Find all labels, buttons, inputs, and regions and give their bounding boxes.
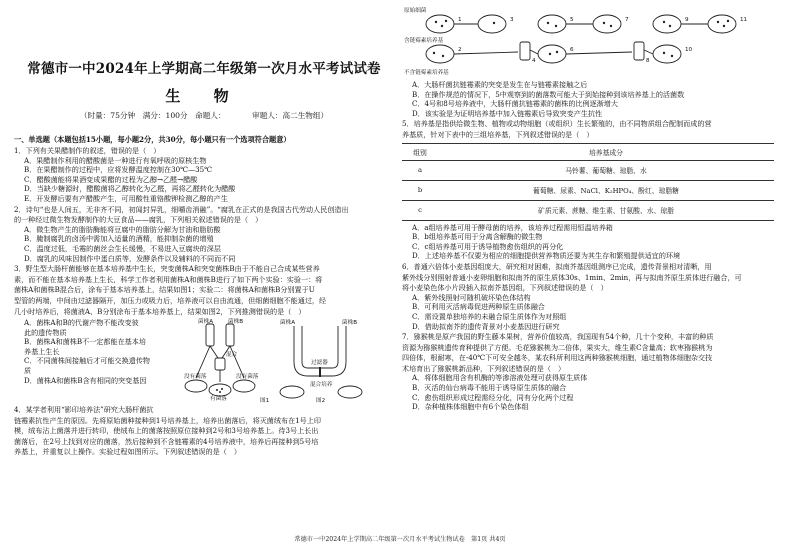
label-no-colony-b: 没有菌落	[236, 374, 259, 381]
q2-option-c: C．温度过低，毛霉的菌丝会生长缓慢，不易进入豆腐块的深层	[24, 243, 221, 253]
q2-option-b: B．腌制腐乳的卤汤中需加入适量的酒精，能抑制杂菌的增殖	[24, 234, 214, 244]
colony-dot	[727, 20, 729, 22]
dish-no-colony-a	[185, 380, 207, 392]
q4-option-c: C．4号和8号培养液中，大肠杆菌抗链霉素的菌株的比例逐渐增大	[412, 99, 618, 109]
question-4-options	[402, 80, 782, 118]
q3-option-c: C．不同菌株间接触后才可能交换遗传物	[24, 356, 151, 366]
dish-number-1: 1	[458, 17, 462, 23]
dish-1	[426, 15, 454, 33]
question-4	[14, 405, 394, 457]
label-original-bacteria: 原始细菌	[404, 8, 427, 14]
colony-dot	[717, 21, 719, 23]
dish-10	[653, 45, 681, 63]
colony-dot	[669, 25, 671, 27]
q5-option-d: D．上述培养基不仅要为相应的细胞提供营养物质还要为其生存和繁殖提供适宜的环境	[412, 251, 681, 261]
q5-option-c: C．c组培养基可用于诱导植物愈伤组织的再分化	[412, 241, 564, 251]
q2-option-a: A．微生物产生的脂肪酶能将豆腐中的脂肪分解为甘油和脂肪酸	[24, 224, 221, 234]
q3-option-c-cont: 质	[24, 366, 32, 376]
dish-9	[653, 15, 681, 33]
q3-stem-3: 菌株A和菌株B混合后，涂布于基本培养基上，结果如图1；实验二：将菌株A和菌株B分别置于U	[14, 285, 315, 295]
q7-option-c: C．愈伤组织形成过程需经分化，同有分化两个过程	[412, 392, 574, 402]
table-cell-group: b	[402, 180, 438, 200]
table-cell-group: c	[402, 200, 438, 220]
label-no-colony-a: 没有菌落	[184, 374, 207, 381]
q6-option-c: C．需设置单独培养的未融合原生质体作为对照组	[412, 311, 567, 321]
colony-dot	[603, 22, 605, 24]
question-3	[14, 264, 394, 404]
q3-stem-5: 几小时培养后，将菌液A、B分别涂布于基本培养基上，结果如图2，下列推测错误的是（ ）	[14, 306, 306, 316]
table-header-group: 组别	[402, 143, 438, 160]
colony-dot	[556, 51, 558, 53]
label-mix: 混合	[226, 352, 238, 359]
label-mixed-culture: 混合培养	[310, 382, 333, 389]
colony-dot	[445, 20, 447, 22]
q3-stem-4: 型管的两端，中间由过滤器隔开，加压力或吸力后，培养液可以自由流通，但细菌细胞不能通过，经	[14, 295, 327, 305]
q7-option-a: A．将体细胞用含有机酶的等渗溶液处理可获得原生质体	[412, 373, 588, 383]
dish-no-colony-b	[233, 380, 255, 392]
colony-dot	[216, 389, 218, 391]
dish-number-3: 3	[510, 17, 514, 23]
dish-number-7: 7	[625, 17, 629, 23]
q3-stem-1: 3．野生型大肠杆菌能够在基本培养基中生长，突变菌株A和突变菌株B由于不能自己合成某些营养	[14, 264, 320, 274]
q7-stem-4: 术培育出了猕猴桃新品种，下列叙述错误的是（ ）	[402, 363, 566, 373]
q3-option-d: D．菌株A和菌株B含有相同的突变基因	[24, 375, 147, 385]
table-row	[402, 160, 774, 180]
dish-fig2-a	[280, 386, 304, 398]
dish-number-8: 8	[646, 58, 650, 64]
mix-tube	[215, 358, 225, 370]
process-arrows	[454, 24, 708, 54]
colony-dot	[610, 25, 612, 27]
question-1	[14, 146, 394, 204]
q6-option-a: A．紫外线照射可随机破坏染色体结构	[412, 292, 531, 302]
q4-stem-2: 链霉素抗性产生的原因。先将原始菌种接种到1号培养基上，培养出菌落后，将灭菌绒布在1号上印	[14, 415, 321, 425]
dish-number-5: 5	[570, 17, 574, 23]
table-header-row	[402, 143, 774, 160]
colony-dot	[493, 22, 495, 24]
q7-stem-1: 7．猕猴桃是原产我国的野生藤本果树，营养价值较高，我国现有54个种，几十个变种，丰富的种质	[402, 332, 714, 342]
colony-dot	[549, 53, 551, 55]
label-no-streptomycin-medium: 不含链霉素培养基	[404, 70, 449, 76]
q3-option-a: A．菌株A和B的代谢产物不能改变彼	[24, 318, 139, 328]
dish-number-9: 9	[685, 17, 689, 23]
colony-dot	[723, 25, 725, 27]
table-cell-composition: 马铃薯、葡萄糖、琼脂、水	[438, 160, 774, 180]
colony-dot	[442, 55, 444, 57]
dish-number-2: 2	[458, 47, 462, 53]
q7-option-b: B．灭活的仙台病毒不能用于诱导原生质体的融合	[412, 383, 567, 393]
q6-option-b: B．可利用灭活病毒促进两种原生质体融合	[412, 302, 545, 312]
dish-3	[478, 15, 506, 33]
table-row	[402, 200, 774, 220]
subject-title: 生 物	[165, 87, 243, 105]
q5-option-a: A．a组培养基可用于酵母菌的培养，该培养过程需用恒温培养箱	[412, 222, 613, 232]
tube-4	[520, 42, 530, 60]
q1-option-d: D．当缺少糖源时，醋酸菌将乙醇转化为乙醛，再将乙醛转化为醋酸	[24, 184, 236, 194]
label-filter: 过滤器	[311, 360, 328, 367]
table-cell-group: a	[402, 160, 438, 180]
dish-number-4: 4	[532, 58, 536, 64]
section-heading: 一、单选题（本题包括15小题，每小题2分，共30分，每小题只有一个选项符合题意）	[14, 135, 291, 144]
q1-option-c: C．醋酸菌能将果酒变成果醋的过程为乙醇→乙醛→醋酸	[24, 174, 198, 184]
dish-number-10: 10	[685, 47, 693, 53]
question-2	[14, 205, 394, 264]
label-figure-2: 图2	[316, 398, 326, 405]
q4-option-d: D．该实验是为证明培养基中加入链霉素后导致突变产生抗性	[412, 108, 603, 118]
q1-option-b: B．在果醋制作的过程中，应将发酵温度控制在30℃—35℃	[24, 165, 213, 175]
q3-stem-2: 素，而不能在基本培养基上生长，科学工作者利用菌株A和菌株B进行了如下两个实验：实验一：将	[14, 274, 323, 284]
q5-stem-1: 5．培养基是指供给微生物、植物或动物细胞（或组织）生长繁殖的，由不同物质组合配制而成的营	[402, 119, 712, 129]
q4-stem-5: 养基上，并重复以上操作。实验过程如图所示。下列叙述错误的是（ ）	[14, 447, 241, 457]
q5-option-b: B．b组培养基可用于分离含解酶的微生物	[412, 232, 543, 242]
label-strain-b-1: 菌株B	[228, 319, 244, 326]
q4-stem-3: 模，绒布沾上菌落并进行转印，使绒布上的菌落按照原位接种到2号和3号培养基上。待3号上长出	[14, 426, 319, 436]
dish-fig2-b	[338, 386, 362, 398]
q1-stem: 1．下列有关果醋制作的叙述，错误的是（ ）	[14, 146, 161, 155]
colony-dot	[547, 22, 549, 24]
q4-figure-svg	[402, 2, 782, 80]
dish-number-11: 11	[740, 17, 748, 23]
q1-option-e: E．开发酵后要有产醋酸产生，可用酸性重铬酸钾检测乙醇的产生	[24, 193, 228, 203]
q4-stem-4: 菌落后，在2号上找到对应的菌落，然后接种到不含链霉素的4号培养液中，培养后再接种到5号培	[14, 436, 319, 446]
q7-stem-2: 资源为猕猴桃遗传育种提供了方便。毛花猕猴桃为二倍体，果实大，维生素C含量高；软枣猕猴桃为	[402, 342, 713, 352]
q3-option-b-cont: 养基上生长	[24, 346, 60, 356]
label-strain-b-2: 菌株B	[342, 320, 358, 327]
page-footer: 常德市一中2024年上学期高二年级第一次月水平考试生物试卷 第1页 共4页	[294, 536, 506, 543]
q4-option-b: B．在操作规范的情况下，5中观察到的菌落数可能大于到始接种到该培养基上的活菌数	[412, 89, 685, 99]
dish-6	[538, 45, 566, 63]
question-5	[402, 119, 782, 261]
q6-option-d: D．借助拟南芥的遗传背景对小麦基因进行研究	[412, 321, 560, 331]
culture-medium-table	[402, 143, 774, 221]
tube-8	[634, 42, 644, 60]
q3-option-b: B．菌株A和菌株B不一定都能在基本培	[24, 337, 146, 347]
exam-title: 常德市一中2024年上学期高二年级第一次月水平考试试卷	[27, 61, 381, 77]
colony-dot	[219, 391, 221, 393]
dish-2	[426, 45, 454, 63]
q3-figure-svg	[184, 318, 389, 404]
colony-dot	[671, 55, 673, 57]
q4-option-a: A．大肠杆菌抗链霉素的突变是发生在与链霉素接触之后	[412, 80, 588, 89]
label-strain-a-2: 菌株A	[280, 320, 296, 327]
label-colony: 有菌落	[210, 396, 227, 403]
q3-options-and-figure	[14, 318, 394, 404]
q2-stem-2: 的一种经过微生物发酵制作的大豆食品——腐乳，下列相关叙述错误的是（ ）	[14, 215, 263, 225]
q3-options	[14, 318, 184, 404]
colony-dot	[221, 388, 223, 390]
q4-stem-1: 4．某学者利用“影印培养法”研究大肠杆菌抗	[14, 405, 154, 415]
q4-figure	[402, 2, 782, 80]
q6-stem-2: 紫外线分别照射普通小麦卵细胞和拟南芥的原生质体30s、1min、2min，再与拟南芥原生质体进行融合，可	[402, 272, 742, 282]
table-row	[402, 180, 774, 200]
dish-number-6: 6	[570, 47, 574, 53]
colony-dot	[663, 52, 665, 54]
exam-meta: （时量：75分钟 满分：100分 命题人： 审题人：高二生物组）	[79, 111, 329, 120]
question-6	[402, 262, 782, 331]
colony-dot	[663, 21, 665, 23]
table-cell-composition: 葡萄糖、尿素、NaCl、K₂HPO₄、酚红、琼脂糖	[438, 180, 774, 200]
dish-11	[708, 15, 736, 33]
q3-option-a-cont: 此的遗传物质	[24, 327, 67, 337]
dish-5	[538, 15, 566, 33]
label-streptomycin-medium: 含链霉素培养基	[404, 38, 444, 44]
colony-dot	[435, 21, 437, 23]
q6-stem-1: 6．普通六倍体小麦基因组庞大，研究相对困难，拟南芥基因组测序已完成，遗传背景相对清晰，用	[402, 261, 712, 271]
label-figure-1: 图1	[260, 398, 270, 405]
colony-dot	[433, 52, 435, 54]
q3-figure	[184, 318, 389, 404]
colony-dot	[441, 25, 443, 27]
q7-stem-3: 四倍体，根耐寒，在-40℃下可安全越冬，某农科所利用这两种猕猴桃细胞，通过植物体细胞杂交技	[402, 353, 713, 363]
tube-b-fig1	[226, 324, 234, 346]
dish-colony	[209, 384, 231, 396]
tube-a-fig1	[206, 324, 214, 346]
right-column	[402, 0, 782, 412]
q5-stem-2: 养基质，针对下表中的三组培养基，下列叙述错误的是（ ）	[402, 129, 594, 139]
dish-7	[593, 15, 621, 33]
table-cell-composition: 矿质元素、蔗糖、维生素、甘氨酸、水、琼脂	[438, 200, 774, 220]
colony-dot	[555, 25, 557, 27]
table-header-composition: 培养基成分	[438, 143, 774, 160]
left-column	[14, 0, 394, 457]
label-strain-a-1: 菌株A	[198, 319, 214, 326]
q2-option-d: D．腐乳的风味因制作中蛋白质等，发酵条件以及辅料的不同而不同	[24, 253, 236, 263]
q7-option-d: D．杂种植株体细胞中有6个染色体组	[412, 402, 529, 412]
q1-option-a: A．果醋制作利用的醋酸菌是一种进行有氧呼吸的原核生物	[24, 155, 207, 165]
q6-stem-3: 将小麦染色体小片段插入拟南芥基因组，下列叙述错误的是（ ）	[402, 283, 608, 293]
question-7	[402, 332, 782, 412]
q2-stem-1: 2．诗句“也是人间五，无非齐不同，初闻封异乳，细嚼齿消融”。“腐乳在正式的是我国古代劳动人民创造出	[14, 204, 349, 214]
